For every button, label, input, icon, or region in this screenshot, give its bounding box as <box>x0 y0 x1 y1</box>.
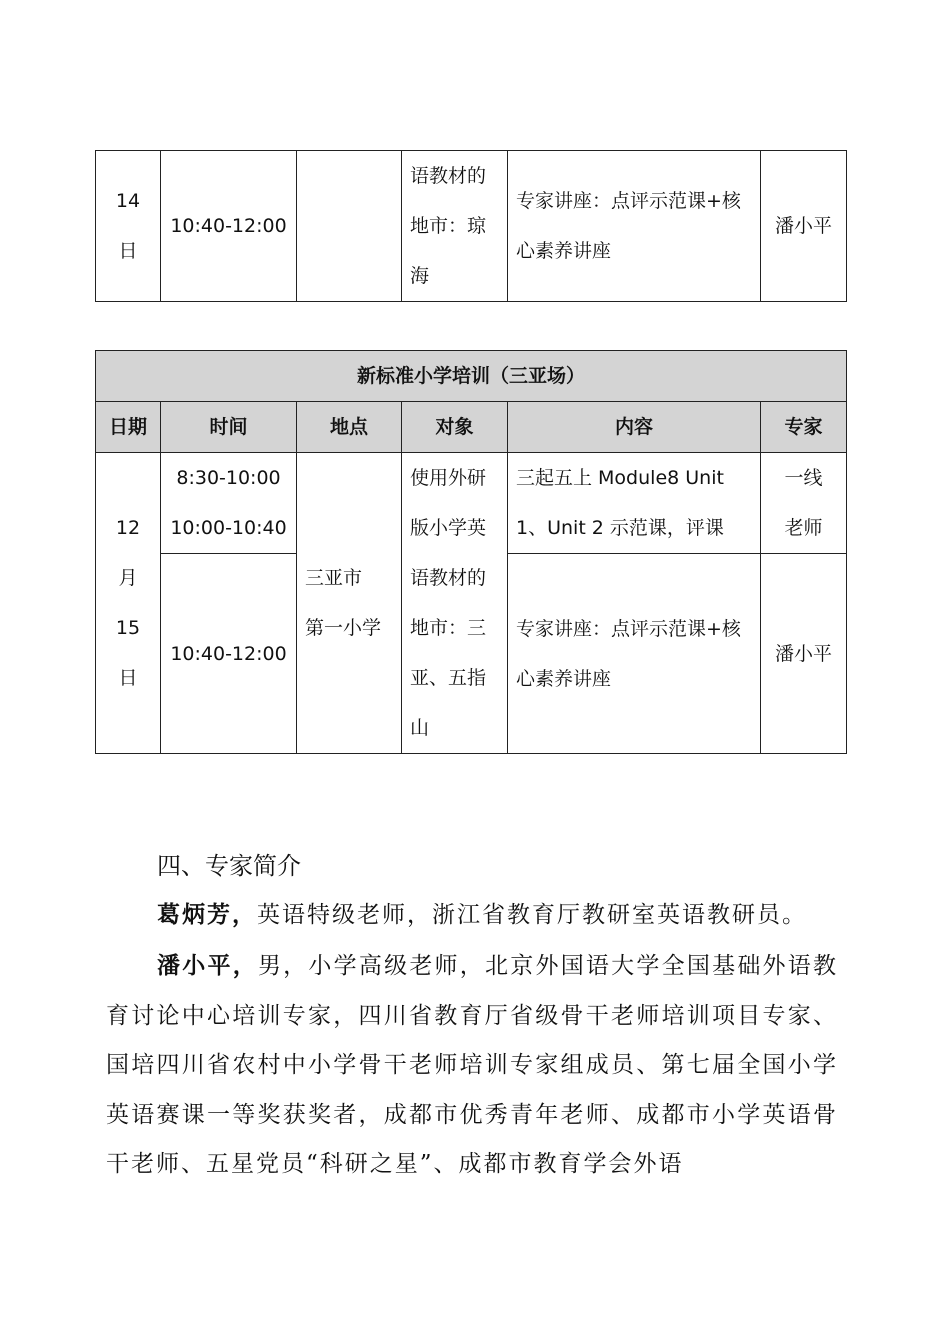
expert-cell <box>761 453 847 554</box>
expert-bio-paragraph <box>106 941 838 1190</box>
time-cell: 10:40-12:00 <box>161 554 297 754</box>
expert-name: 潘小平， <box>157 952 258 979</box>
expert-bio-paragraph <box>106 890 838 941</box>
expert-line: 一线 <box>784 467 823 490</box>
sanya-schedule-table <box>95 350 847 754</box>
expert-line: 老师 <box>784 517 823 540</box>
header-date: 日期 <box>96 402 161 453</box>
expert-bio-text: 男，小学高级老师，北京外国语大学全国基础外语教育讨论中心培训专家，四川省教育厅省级骨干老师培训项目专家、国培四川省农村中小学骨干老师培训专家组成员、第七届全国小学英语赛课一等奖获奖者，成都市优秀青年老师、成都市小学英语骨干老师、五星党员“科研之星”、成都市教育学会外语 <box>106 953 839 1177</box>
table-title-row <box>96 351 847 402</box>
header-place: 地点 <box>297 402 402 453</box>
date-cell <box>96 453 161 754</box>
expert-cell: 潘小平 <box>761 151 847 302</box>
section-heading: 四、专家简介 <box>157 852 301 880</box>
audience-cell <box>402 151 508 302</box>
audience-line: 地市：琼 <box>410 215 487 237</box>
audience-cell <box>402 453 508 754</box>
content-cell <box>508 453 761 554</box>
date-line: 日 <box>118 240 138 262</box>
date-line: 日 <box>118 667 138 689</box>
schedule-table-continued <box>95 150 847 302</box>
expert-cell: 潘小平 <box>761 554 847 754</box>
header-audience: 对象 <box>402 402 508 453</box>
expert-bio-text: 英语特级老师，浙江省教育厅教研室英语教研员。 <box>257 902 807 928</box>
header-expert: 专家 <box>761 402 847 453</box>
content-cell <box>508 554 761 754</box>
content-line: 专家讲座：点评示范课+核 <box>516 190 741 212</box>
audience-line: 亚、五指 <box>410 667 487 689</box>
table-title: 新标准小学培训（三亚场） <box>96 351 847 402</box>
date-line: 15 <box>115 617 141 639</box>
date-line: 14 <box>115 190 141 212</box>
content-line: 1、Unit 2 示范课，评课 <box>516 517 724 540</box>
place-line: 第一小学 <box>305 617 382 639</box>
content-line: 专家讲座：点评示范课+核 <box>516 617 741 640</box>
table-header-row <box>96 402 847 453</box>
expert-name: 葛炳芳， <box>157 901 257 928</box>
time-line: 8:30-10:00 <box>176 467 281 490</box>
time-line: 10:00-10:40 <box>170 517 287 540</box>
content-line: 心素养讲座 <box>516 667 612 690</box>
time-cell <box>161 453 297 554</box>
header-time: 时间 <box>161 402 297 453</box>
audience-line: 语教材的 <box>410 567 487 589</box>
date-line: 12 <box>115 517 141 539</box>
header-content: 内容 <box>508 402 761 453</box>
table-row <box>96 151 847 302</box>
content-cell <box>508 151 761 302</box>
audience-line: 版小学英 <box>410 517 487 539</box>
date-line: 月 <box>118 567 138 589</box>
time-cell: 10:40-12:00 <box>161 151 297 302</box>
audience-line: 使用外研 <box>410 467 487 489</box>
date-cell <box>96 151 161 302</box>
audience-line: 语教材的 <box>410 165 487 187</box>
place-cell <box>297 453 402 754</box>
place-line: 三亚市 <box>305 567 363 589</box>
place-cell <box>297 151 402 302</box>
audience-line: 海 <box>410 265 430 287</box>
audience-line: 山 <box>410 717 430 739</box>
content-line: 三起五上 Module8 Unit <box>516 467 724 490</box>
table-row <box>96 453 847 554</box>
content-line: 心素养讲座 <box>516 240 612 262</box>
audience-line: 地市：三 <box>410 617 487 639</box>
